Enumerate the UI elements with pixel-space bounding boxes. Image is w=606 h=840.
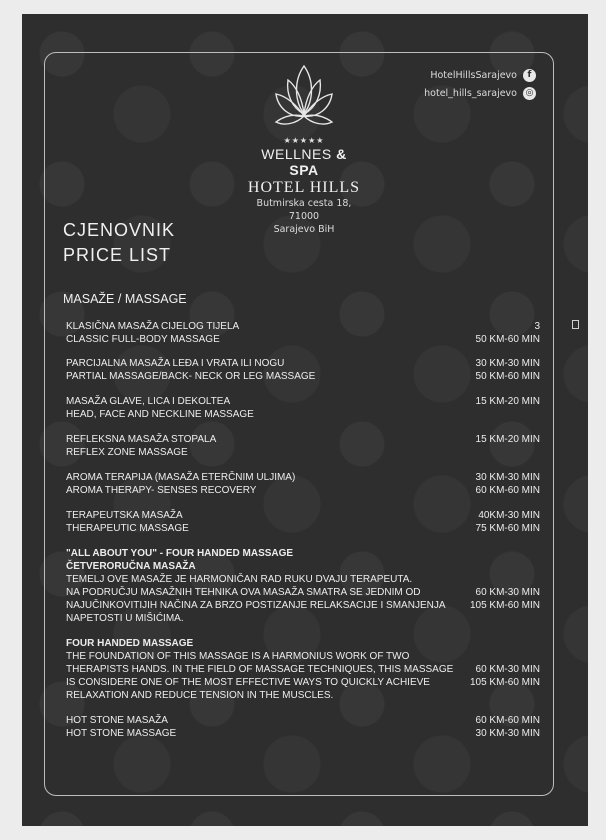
item-price	[470, 586, 540, 612]
price-value: 3	[534, 321, 540, 332]
title-local: CJENOVNIK	[63, 220, 176, 240]
item-line: TERAPEUTSKA MASAŽA	[66, 510, 183, 521]
price-item	[66, 637, 544, 702]
facebook-handle: HotelHillsSarajevo	[430, 69, 517, 81]
price-value: 105 KM-60 MIN	[469, 600, 540, 611]
price-value: 75 KM-60 MIN	[475, 523, 540, 534]
price-value: 30 KM-30 MIN	[475, 472, 540, 483]
item-line: AROMA TERAPIJA (MASAŽA ETERČNIM ULJIMA)	[66, 472, 296, 483]
price-value: 60 KM-60 MIN	[475, 485, 540, 496]
price-value: 60 KM-30 MIN	[475, 664, 540, 675]
item-line: REFLEX ZONE MASSAGE	[66, 447, 188, 458]
price-item	[66, 395, 544, 421]
item-price	[476, 320, 540, 346]
item-line: NA PODRUČJU MASAŽNIH TEHNIKA OVA MASAŽA SMATRA SE JEDNIM OD	[66, 587, 421, 598]
price-value: 15 KM-20 MIN	[475, 434, 540, 445]
item-description	[66, 433, 466, 459]
item-line: CLASSIC FULL-BODY MASSAGE	[66, 334, 220, 345]
hotel-logo	[246, 60, 362, 236]
item-line: RELAXATION AND REDUCE TENSION IN THE MUSCLES.	[66, 690, 334, 701]
item-line: THERAPEUTIC MASSAGE	[66, 523, 189, 534]
price-item	[66, 714, 544, 740]
price-item	[66, 471, 544, 497]
lotus-icon	[272, 60, 336, 132]
item-line: MASAŽA GLAVE, LICA I DEKOLTEA	[66, 396, 231, 407]
brand-name: WELLNES & SPA	[261, 146, 347, 178]
item-line: "ALL ABOUT YOU" - FOUR HANDED MASSAGE	[66, 548, 294, 559]
item-line: THE FOUNDATION OF THIS MASSAGE IS A HARMONIUS WORK OF TWO	[66, 651, 410, 662]
item-price	[476, 714, 540, 740]
item-description	[66, 714, 466, 740]
hotel-name: HOTEL HILLS	[247, 179, 361, 196]
instagram-handle: hotel_hills_sarajevo	[424, 87, 517, 99]
item-price	[476, 471, 540, 497]
item-price	[470, 663, 540, 689]
item-line: TEMELJ OVE MASAŽE JE HARMONIČAN RAD RUKU DVAJU TERAPEUTA.	[66, 574, 413, 585]
star-rating: ★★★★★	[283, 136, 325, 145]
item-line: HEAD, FACE AND NECKLINE MASSAGE	[66, 409, 254, 420]
price-item	[66, 357, 544, 383]
price-value: 30 KM-30 MIN	[475, 358, 540, 369]
price-value: 50 KM-60 MIN	[475, 371, 540, 382]
margin-marker	[572, 320, 579, 329]
item-price	[476, 357, 540, 383]
item-description	[66, 357, 466, 383]
item-line: AROMA THERAPY- SENSES RECOVERY	[66, 485, 257, 496]
item-line: FOUR HANDED MASSAGE	[66, 638, 194, 649]
address-line-1: Butmirska cesta 18, 71000	[256, 198, 352, 222]
item-line: THERAPISTS HANDS. IN THE FIELD OF MASSAGE TECHNIQUES, THIS MASSAGE	[66, 664, 454, 675]
price-value: 60 KM-30 MIN	[475, 587, 540, 598]
price-value: 40KM-30 MIN	[478, 510, 540, 521]
item-description	[66, 320, 466, 346]
item-description	[66, 395, 466, 421]
item-price	[476, 433, 540, 446]
item-description	[66, 471, 466, 497]
section-heading: MASAŽE / MASSAGE	[63, 292, 187, 306]
item-price	[476, 395, 540, 408]
price-item	[66, 547, 544, 625]
item-line: REFLEKSNA MASAŽA STOPALA	[66, 434, 217, 445]
instagram-icon: ◎	[523, 87, 536, 100]
item-line: KLASIČNA MASAŽA CIJELOG TIJELA	[66, 321, 240, 332]
social-links	[424, 66, 536, 102]
item-line: IS CONSIDERE ONE OF THE MOST EFFECTIVE WAYS TO QUICKLY ACHIEVE	[66, 677, 430, 688]
item-line: HOT STONE MASSAGE	[66, 728, 177, 739]
price-item	[66, 433, 544, 459]
page-title	[63, 218, 175, 268]
item-description	[66, 509, 466, 535]
address-line-2: Sarajevo BiH	[273, 224, 335, 235]
price-value: 60 KM-60 MIN	[475, 715, 540, 726]
item-line: NAJUČINKOVITIJIH NAČINA ZA BRZO POSTIZANJE RELAKSACIJE I SMANJENJA	[66, 600, 446, 611]
facebook-link[interactable]	[424, 66, 536, 84]
item-description	[66, 637, 466, 702]
title-english: PRICE LIST	[63, 245, 172, 265]
price-value: 105 KM-60 MIN	[469, 677, 540, 688]
price-item	[66, 320, 544, 346]
item-line: ČETVERORUČNA MASAŽA	[66, 561, 196, 572]
item-description	[66, 547, 466, 625]
item-line: NAPETOSTI U MIŠIĆIMA.	[66, 613, 184, 624]
instagram-link[interactable]	[424, 84, 536, 102]
item-line: HOT STONE MASAŽA	[66, 715, 168, 726]
item-line: PARCIJALNA MASAŽA LEĐA I VRATA ILI NOGU	[66, 358, 285, 369]
price-item	[66, 509, 544, 535]
price-value: 15 KM-20 MIN	[475, 396, 540, 407]
facebook-icon: f	[523, 69, 536, 82]
item-price	[476, 509, 540, 535]
price-value: 30 KM-30 MIN	[475, 728, 540, 739]
price-value: 50 KM-60 MIN	[475, 334, 540, 345]
item-line: PARTIAL MASSAGE/BACK- NECK OR LEG MASSAGE	[66, 371, 316, 382]
